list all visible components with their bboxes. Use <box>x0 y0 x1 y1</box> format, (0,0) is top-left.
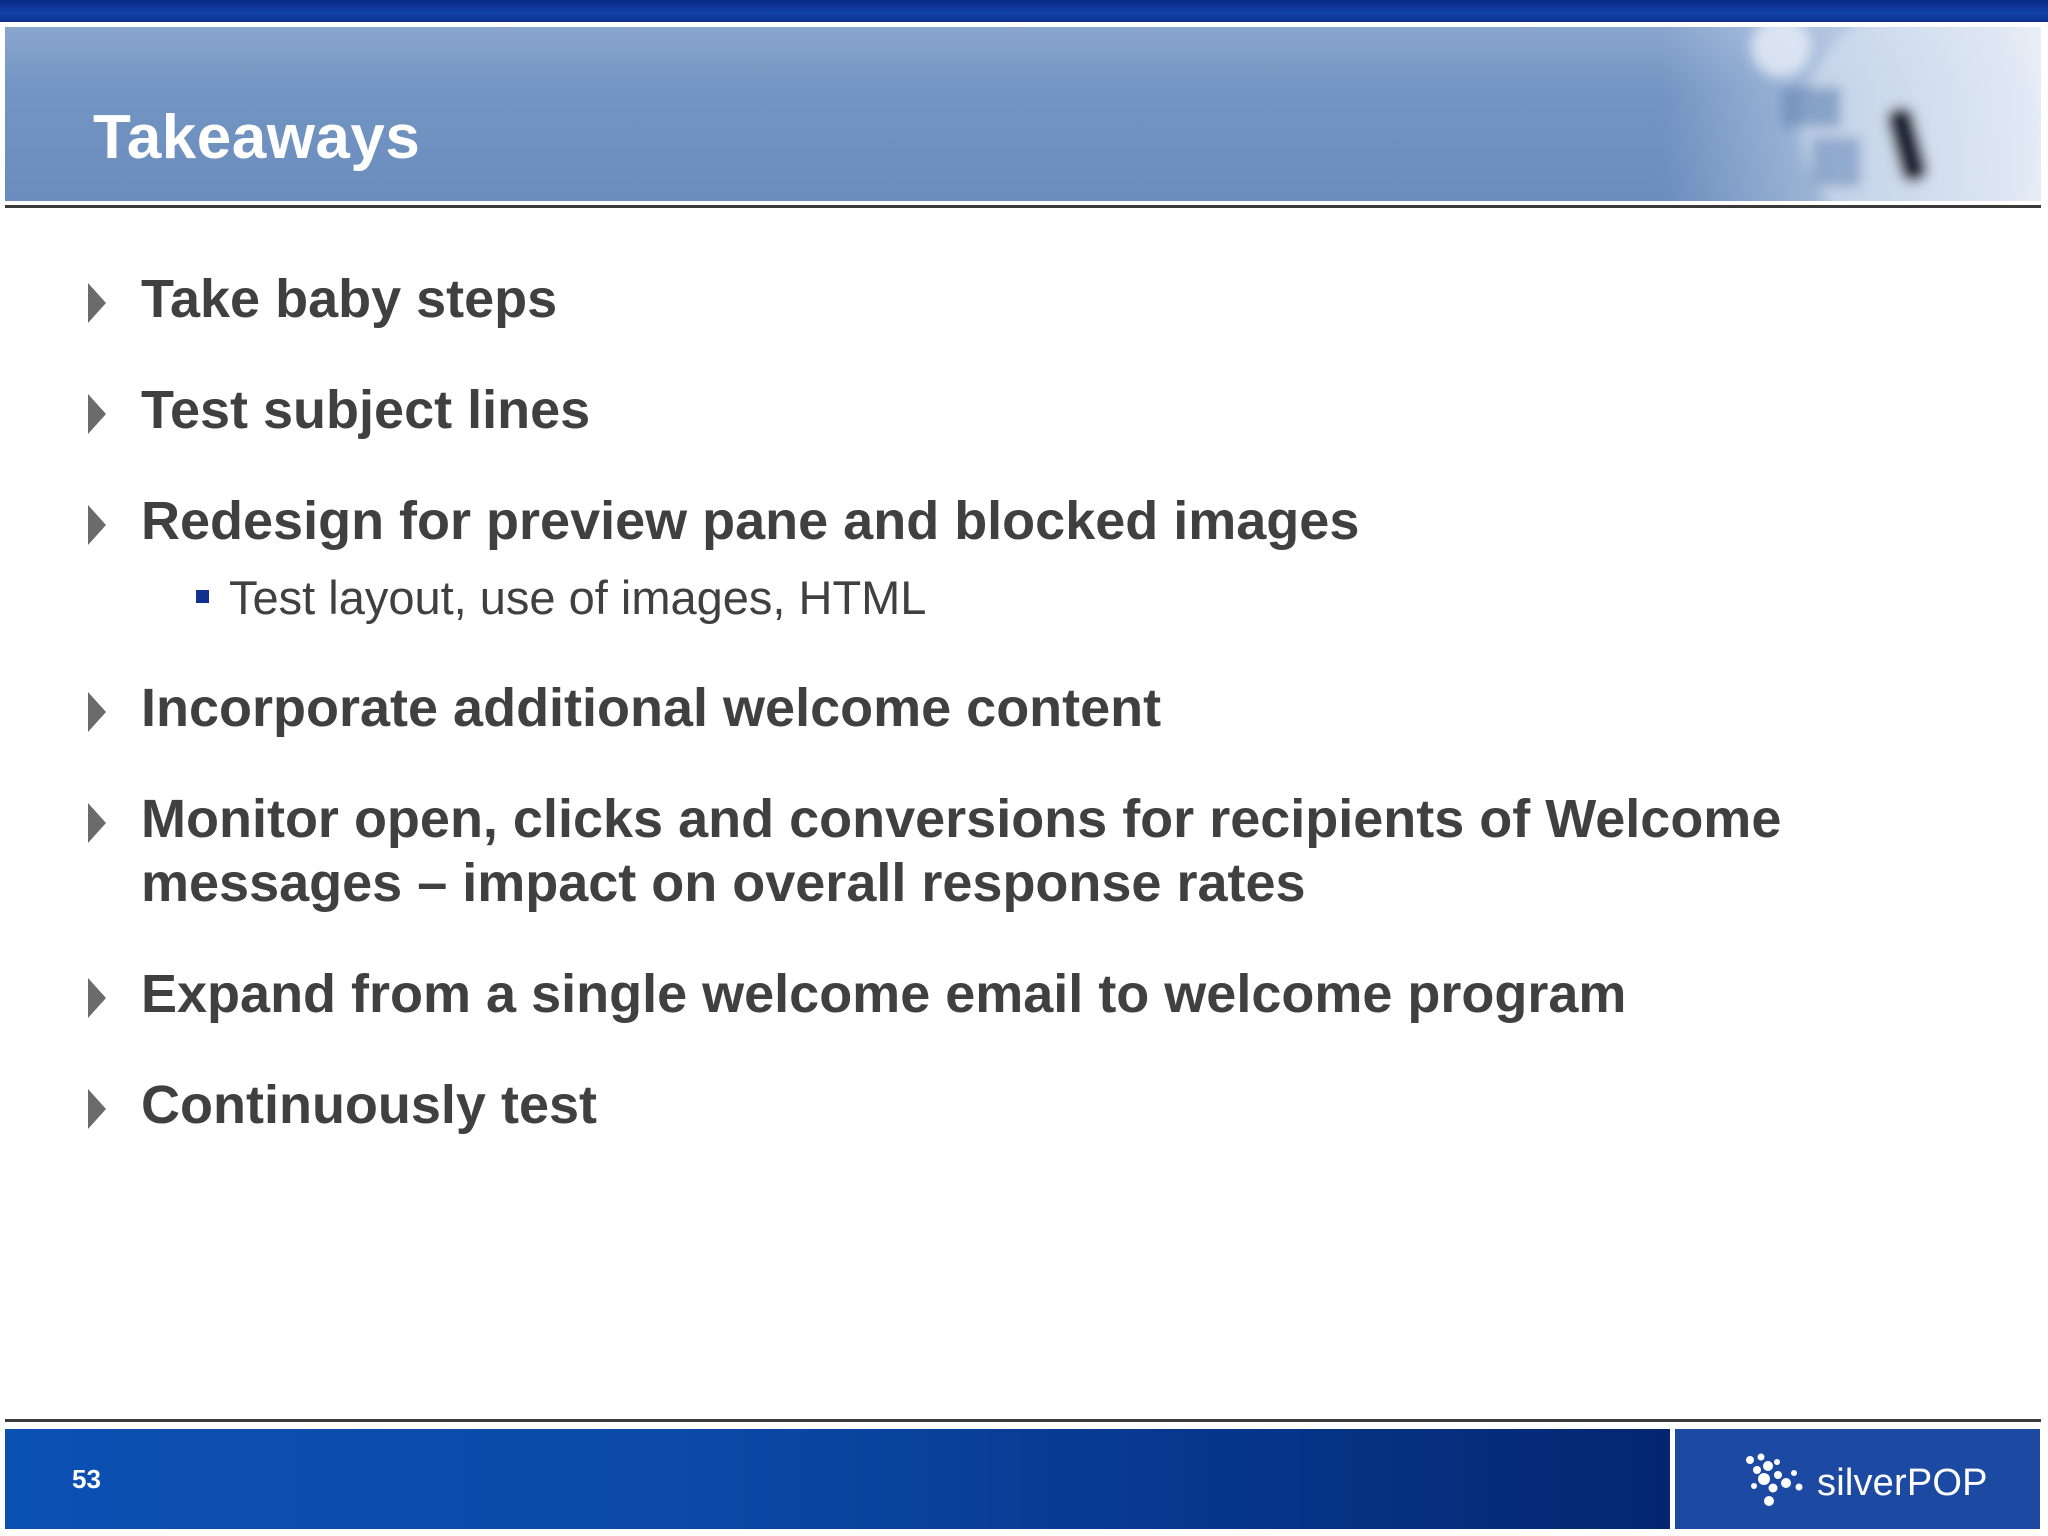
title-divider <box>5 205 2041 208</box>
bullet-text: Test subject lines <box>141 380 591 440</box>
gear-icon <box>1661 27 2041 201</box>
sub-bullet-text: Test layout, use of images, HTML <box>229 571 927 624</box>
bullet-text: Expand from a single welcome email to welcome program <box>141 964 1627 1024</box>
bullet-text: Redesign for preview pane and blocked images <box>141 491 1360 551</box>
footer-bar <box>5 1429 1670 1529</box>
bullet-text: Monitor open, clicks and conversions for recipients of Welcome messages – impact on overall response rates <box>141 789 1782 913</box>
bullet-text: Incorporate additional welcome content <box>141 678 1162 738</box>
triangle-right-icon <box>86 976 108 1020</box>
footer-divider <box>5 1419 2041 1422</box>
title-banner <box>5 27 2041 201</box>
triangle-right-icon <box>86 1087 108 1131</box>
square-bullet-icon <box>196 590 209 603</box>
triangle-right-icon <box>86 503 108 547</box>
triangle-right-icon <box>86 690 108 734</box>
triangle-right-icon <box>86 392 108 436</box>
triangle-right-icon <box>86 281 108 325</box>
silverpop-logo-icon <box>1742 1451 1816 1513</box>
slide-title: Takeaways <box>93 103 421 172</box>
bullet-text: Take baby steps <box>141 269 558 329</box>
top-band <box>0 0 2048 22</box>
bullet-text: Continuously test <box>141 1075 597 1135</box>
page-number: 53 <box>72 1464 101 1494</box>
triangle-right-icon <box>86 801 108 845</box>
logo-text: silverPOP <box>1817 1462 1988 1504</box>
